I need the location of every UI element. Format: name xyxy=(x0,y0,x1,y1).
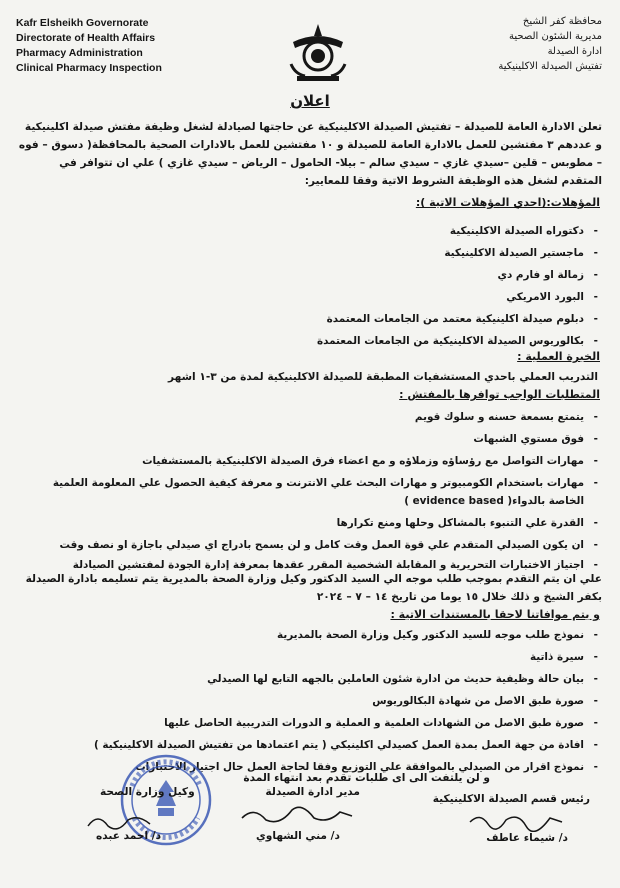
list-item: - نموذج طلب موجه للسيد الدكتور وكيل وزارة الصحة بالمديرية xyxy=(20,626,600,648)
list-item: - البورد الامريكي xyxy=(20,288,600,310)
experience-text: التدريب العملي باحدي المستشفيات المطبقة للصيدلة الاكلينيكية لمدة من ٣-١ اشهر xyxy=(168,371,598,383)
signature-scribble-right-icon xyxy=(466,808,566,832)
signature-scribble-middle-icon xyxy=(236,800,356,828)
list-item: - ان يكون الصيدلي المتقدم علي قوة العمل وقت كامل و لن يسمح بادراج اي صيدلي باجازة او نصف وقت xyxy=(20,536,600,556)
governorate-en: Kafr Elsheikh Governorate xyxy=(16,17,149,29)
english-header xyxy=(16,16,162,76)
application-paragraph: علي ان يتم التقدم بموجب طلب موجه الي السيد الدكتور وكيل وزارة الصحة بالمديرية يتم تسليمه بادارة الصيدلة بكفر الشيخ و ذلك خلال ١٥ يوما من تاريخ ١٤ – ٧ – ٢٠٢٤ xyxy=(25,573,602,603)
requirements-heading: المتطلبات الواجب توافرها بالمفتش : xyxy=(399,388,600,401)
intro-paragraph: تعلن الادارة العامة للصيدلة – تفتيش الصيدلة الاكلينيكية عن حاجتها لصيادلة لشغل وظيفة مفتش صيدلة اكلينيكية و عددهم ٣ مفتشين للعمل بالادارة العامة للصيدلة و ١٠ مفتشين للعمل بالادارات الصحية بالمحافظة( دسوق – فوه – مطوبس – قلين –سيدي غازي – سيدي سالم – بيلا- الحامول – الرياض – سيدي غازي ) علي ان تتوافر في المتقدم لشغل هذه الوظيفة الشروط الاتية وفقا للمعايير: xyxy=(18,121,602,187)
list-item: - افادة من جهة العمل بمدة العمل كصيدلي اكلينيكي ( يتم اعتمادها من تفتيش الصيدلة الاكلينيكية ) xyxy=(20,736,600,758)
directorate-en: Directorate of Health Affairs xyxy=(16,32,156,44)
signature-name-right: د/ شيماء عاطف xyxy=(486,832,568,844)
list-item: - مهارات التواصل مع رؤساؤه وزملاؤه و مع اعضاء فرق الصيدلة الاكلينيكية بالمستشفيات xyxy=(20,452,600,474)
list-item: - مهارات باستخدام الكومبيوتر و مهارات البحث علي الانترنت و معرفة كيفية الحصول علي المعلومة العلمية الخاصة بالدواء( evidence based ) xyxy=(20,474,600,514)
ministry-logo-icon xyxy=(283,20,353,84)
list-item: - القدرة علي التنبوء بالمشاكل وحلها ومنع تكرارها xyxy=(20,514,600,536)
directorate-ar: مديرية الشئون الصحية xyxy=(508,31,602,42)
signature-role-left: وكيل وزارة الصحة xyxy=(100,786,195,798)
list-item: - بيان حالة وظيفية حديث من ادارة شئون العاملين بالجهه التابع لها الصيدلي xyxy=(20,670,600,692)
list-item: - اجتياز الاختبارات التحريرية و المقابلة الشخصية المقرر عقدها بمعرفة إدارة الجودة لمفتشين الصيادلة xyxy=(20,556,600,576)
requirements-list xyxy=(20,408,600,576)
experience-heading: الخبرة العملية : xyxy=(517,350,600,363)
list-item: - سيرة ذاتية xyxy=(20,648,600,670)
arabic-header xyxy=(432,14,602,74)
list-item: - فوق مستوي الشبهات xyxy=(20,430,600,452)
page-title: اعلان xyxy=(290,92,330,110)
list-item: - صورة طبق الاصل من الشهادات العلمية و العملية و الدورات التدريبية الحاصل عليها xyxy=(20,714,600,736)
governorate-ar: محافظة كفر الشيخ xyxy=(522,16,602,27)
documents-heading: و يتم موافاتنا لاحقا بالمستندات الاتية : xyxy=(390,608,600,621)
qualifications-list xyxy=(20,222,600,354)
signature-name-middle: د/ مني الشهاوي xyxy=(256,830,340,842)
inspection-en: Clinical Pharmacy Inspection xyxy=(16,62,162,74)
list-item: - زمالة او فارم دي xyxy=(20,266,600,288)
inspection-ar: تفتيش الصيدلة الاكلينيكية xyxy=(498,61,602,72)
list-item: - يتمتع بسمعة حسنه و سلوك قويم xyxy=(20,408,600,430)
documents-list xyxy=(20,626,600,778)
pharmacy-admin-ar: ادارة الصيدلة xyxy=(547,46,602,57)
list-item: - صورة طبق الاصل من شهادة البكالوريوس xyxy=(20,692,600,714)
list-item: - دكتوراه الصيدلة الاكلينيكية xyxy=(20,222,600,244)
list-item: - ماجستير الصيدلة الاكلينيكية xyxy=(20,244,600,266)
signature-role-right: رئيس قسم الصيدلة الاكلينيكية xyxy=(432,793,590,805)
list-item: - نموذج اقرار من الصيدلي بالموافقة علي التوزيع وفقا لحاجة العمل حال اجتياز الاختبارات xyxy=(20,758,600,778)
closing-note: و لن يلتفت الى اى طلبات تقدم بعد انتهاء المدة xyxy=(243,772,490,784)
signature-name-left: د/ احمد عبده xyxy=(96,830,162,842)
list-item: - بكالوريوس الصيدلة الاكلينيكية من الجامعات المعتمدة xyxy=(20,332,600,354)
pharmacy-admin-en: Pharmacy Administration xyxy=(16,47,143,59)
qualifications-heading: المؤهلات:(احدي المؤهلات الاتية ): xyxy=(415,196,600,209)
signature-role-middle: مدير ادارة الصيدلة xyxy=(265,786,360,798)
list-item: - دبلوم صيدلة اكلينيكية معتمد من الجامعات المعتمدة xyxy=(20,310,600,332)
